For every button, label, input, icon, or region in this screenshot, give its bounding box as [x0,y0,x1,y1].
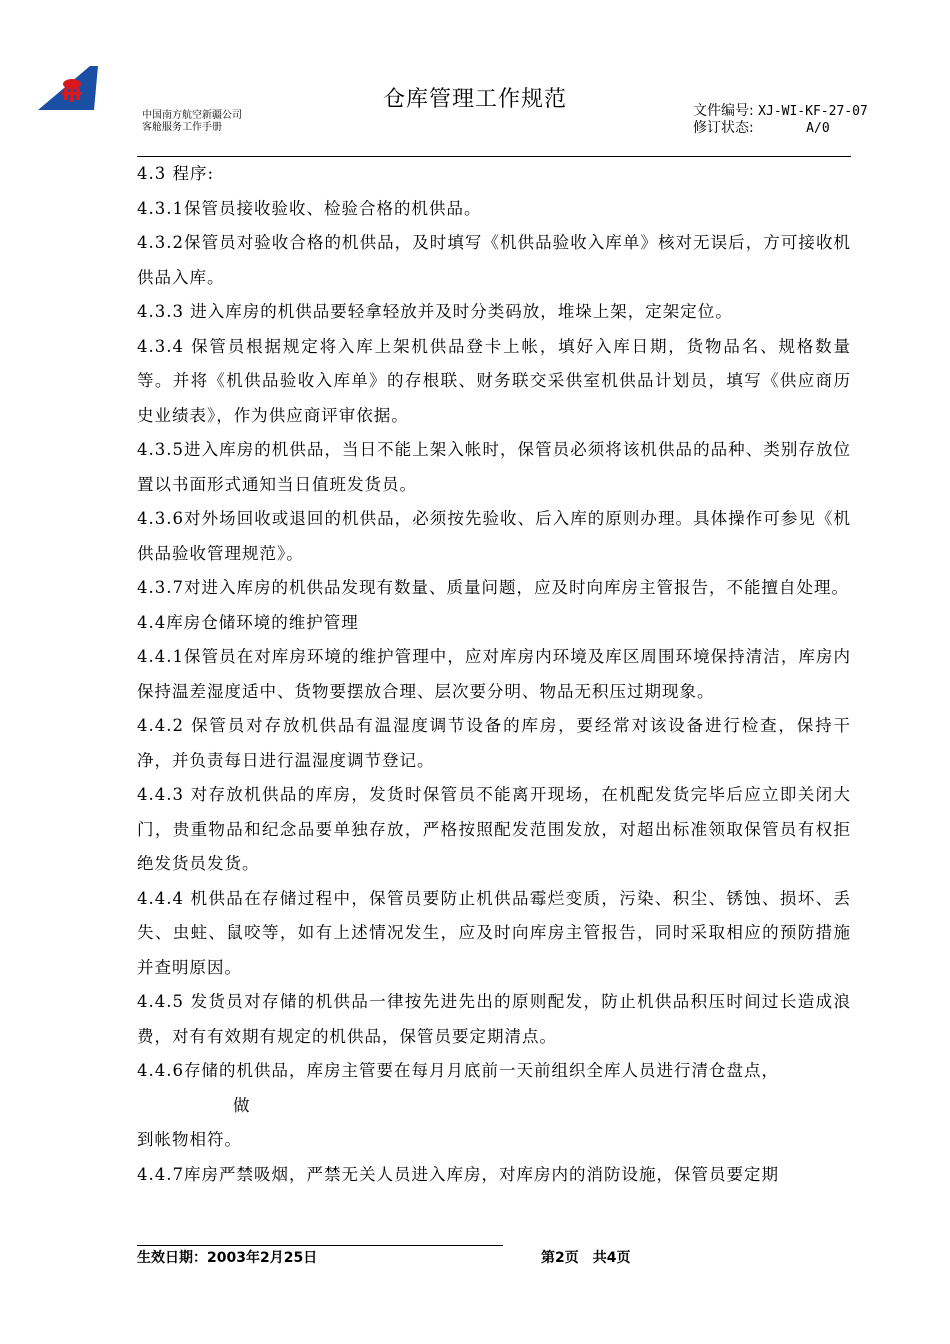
paragraph: 4.3.2保管员对验收合格的机供品，及时填写《机供品验收入库单》核对无误后，方可接收机供品入库。 [137,233,851,287]
paragraph: 4.4.4 机供品在存储过程中，保管员要防止机供品霉烂变质，污染、积尘、锈蚀、损坏、丢失、虫蛀、鼠咬等，如有上述情况发生，应及时向库房主管报告，同时采取相应的预防措施并查明原因。 [137,888,851,977]
total-pages: 共4页 [592,1250,631,1266]
manual-name: 客舱服务工作手册 [142,122,222,133]
paragraph: 4.4.5 发货员对存储的机供品一律按先进先出的原则配发，防止机供品积压时间过长造成浪费，对有有效期有规定的机供品，保管员要定期清点。 [137,992,851,1046]
paragraph: 4.3.3 进入库房的机供品要轻拿轻放并及时分类码放，堆垛上架，定架定位。 [137,302,733,321]
paragraph: 4.3.4 保管员根据规定将入库上架机供品登卡上帐，填好入库日期，货物品名、规格数量等。并将《机供品验收入库单》的存根联、财务联交采供室机供品计划员，填写《供应商历史业绩表》，作为供应商评审依据。 [137,336,851,425]
paragraph: 4.3 程序: [137,164,215,183]
paragraph: 4.3.5进入库房的机供品，当日不能上架入帐时，保管员必须将该机供品的品种、类别存放位置以书面形式通知当日值班发货员。 [137,440,851,494]
paragraph: 4.4.1保管员在对库房环境的维护管理中，应对库房内环境及库区周围环境保持清洁，库房内保持温差湿度适中、货物要摆放合理、层次要分明、物品无积压过期现象。 [137,647,851,701]
footer-divider [137,1245,503,1246]
paragraph: 4.4.3 对存放机供品的库房，发货时保管员不能离开现场，在机配发货完毕后应立即关闭大门，贵重物品和纪念品要单独存放，严格按照配发范围发放，对超出标准领取保管员有权拒绝发货员发货。 [137,785,851,873]
paragraph: 做 [233,1095,251,1115]
paragraph: 4.4库房仓储环境的维护管理 [137,612,359,632]
doc-number-value: XJ-WI-KF-27-07 [758,104,868,119]
doc-number-label: 文件编号: [693,103,754,119]
paragraph: 4.4.2 保管员对存放机供品有温湿度调节设备的库房，要经常对该设备进行检查，保持干净，并负责每日进行温湿度调节登记。 [137,716,851,770]
document-body [137,157,851,1192]
company-name: 中国南方航空新疆公司 [142,110,242,121]
document-meta [693,103,868,137]
paragraph: 4.4.6存储的机供品，库房主管要在每月月底前一天前组织全库人员进行清仓盘点， [137,1061,779,1080]
paragraph: 4.3.6对外场回收或退回的机供品，必须按先验收、后入库的原则办理。具体操作可参见《机供品验收管理规范》。 [137,509,851,563]
paragraph: 4.4.7库房严禁吸烟，严禁无关人员进入库房，对库房内的消防设施，保管员要定期 [137,1164,779,1184]
page-number: 第2页 [541,1250,579,1266]
document-title: 仓库管理工作规范 [382,87,567,112]
effective-date: 生效日期：2003年2月25日 [137,1250,318,1266]
paragraph: 4.3.1保管员接收验收、检验合格的机供品。 [137,198,482,218]
revision-row [693,120,868,137]
doc-number-row [693,103,868,120]
revision-value: A/0 [806,121,830,136]
paragraph: 到帐物相符。 [137,1130,242,1149]
paragraph: 4.3.7对进入库房的机供品发现有数量、质量问题，应及时向库房主管报告，不能擅自处理。 [137,578,849,597]
page-indicator [541,1247,631,1267]
company-info [142,110,242,134]
revision-label: 修订状态: [693,120,754,136]
